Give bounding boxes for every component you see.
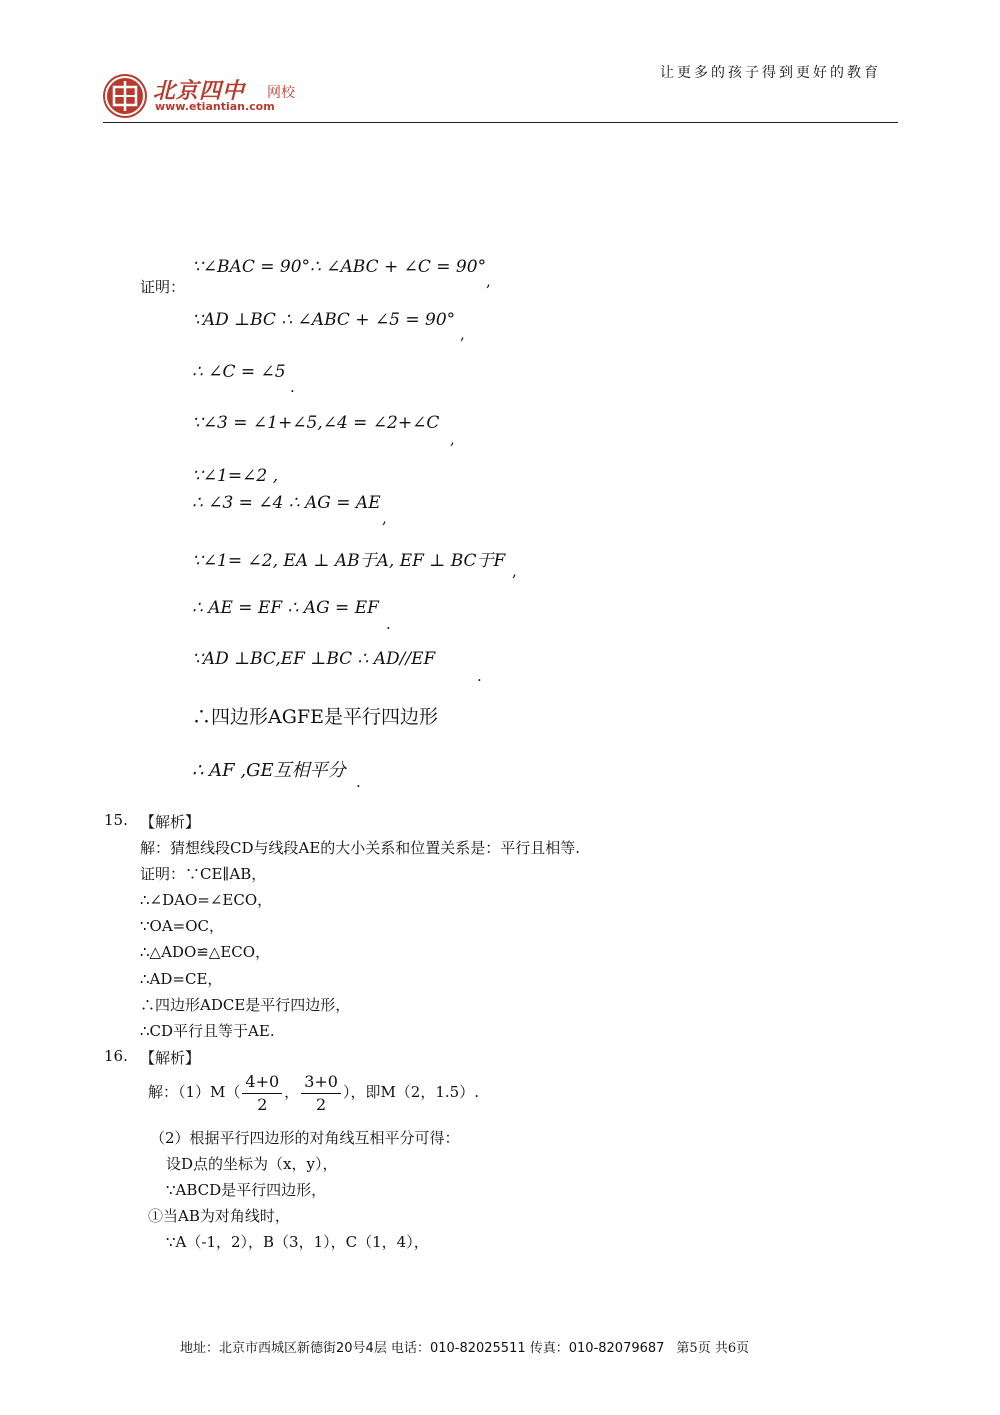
proof-line-8: ∴ AE = EF ∴ AG = EF bbox=[192, 598, 379, 618]
q16-solution-line-1 bbox=[148, 1070, 479, 1116]
header-divider bbox=[103, 122, 898, 123]
proof-line-7: ∵∠1= ∠2, EA ⊥ AB于A, EF ⊥ BC于F bbox=[192, 551, 506, 571]
q15-line-6: ∴AD=CE， bbox=[140, 970, 223, 988]
q16-line-3: 设D点的坐标为（x，y）， bbox=[166, 1155, 338, 1173]
q15-heading: 【解析】 bbox=[140, 813, 201, 831]
q16-line-5: ①当AB为对角线时， bbox=[148, 1207, 290, 1225]
page-footer bbox=[180, 1337, 749, 1356]
proof-line-9-tail: . bbox=[477, 667, 482, 685]
q16-line1-prefix: 解：（1）M（ bbox=[148, 1083, 241, 1101]
proof-line-11: ∴ AF ,GE互相平分 bbox=[192, 760, 346, 781]
proof-line-10: ∴四边形AGFE是平行四边形 bbox=[192, 706, 438, 728]
proof-line-7-tail: , bbox=[512, 562, 517, 580]
proof-label: 证明： bbox=[140, 278, 186, 296]
proof-line-9: ∵AD ⊥BC,EF ⊥BC ∴ AD//EF bbox=[192, 649, 436, 669]
proof-line-2: ∵AD ⊥BC ∴ ∠ABC + ∠5 = 90° bbox=[192, 310, 456, 330]
page-number: 第5页 共6页 bbox=[676, 1341, 750, 1356]
fraction-y-numerator: 3+0 bbox=[301, 1071, 341, 1094]
q16-number: 16. bbox=[104, 1047, 128, 1065]
fraction-x-denominator: 2 bbox=[257, 1094, 268, 1114]
slogan: 让更多的孩子得到更好的教育 bbox=[660, 65, 881, 81]
q15-line-7: ∴四边形ADCE是平行四边形， bbox=[140, 996, 351, 1014]
proof-line-5: ∵∠1=∠2 , bbox=[192, 466, 278, 486]
q16-heading: 【解析】 bbox=[140, 1049, 201, 1067]
fraction-x bbox=[242, 1071, 282, 1116]
proof-line-6-tail: , bbox=[382, 509, 387, 527]
fraction-y bbox=[301, 1071, 341, 1116]
q16-line1-suffix: ），即M（2，1.5）. bbox=[342, 1083, 479, 1101]
proof-line-1-tail: , bbox=[486, 272, 491, 290]
proof-line-11-tail: . bbox=[356, 773, 361, 791]
q16-line-6: ∵A（-1，2），B（3，1），C（1，4）， bbox=[166, 1233, 429, 1251]
q15-number: 15. bbox=[104, 811, 128, 829]
q16-line-4: ∵ABCD是平行四边形， bbox=[166, 1181, 327, 1199]
proof-line-3-tail: . bbox=[290, 378, 295, 396]
fraction-y-denominator: 2 bbox=[315, 1094, 327, 1114]
q15-line-5: ∴△ADO≌△ECO， bbox=[140, 943, 271, 961]
proof-line-2-tail: , bbox=[460, 325, 465, 343]
q15-line-4: ∵OA=OC， bbox=[140, 917, 225, 935]
logo-emblem-icon bbox=[103, 74, 147, 118]
footer-address: 地址：北京市西城区新德街20号4层 电话：010-82025511 传真：010-82079687 bbox=[180, 1341, 665, 1356]
logo-net-text: 网校 bbox=[267, 85, 295, 101]
q16-frac-separator: ， bbox=[284, 1083, 300, 1101]
q15-line-2: 证明：∵CE∥AB， bbox=[140, 865, 267, 883]
proof-line-6: ∴ ∠3 = ∠4 ∴ AG = AE bbox=[192, 493, 381, 513]
logo-url: www.etiantian.com bbox=[155, 100, 275, 113]
q15-line-8: ∴CD平行且等于AE. bbox=[140, 1022, 275, 1040]
proof-line-8-tail: . bbox=[386, 615, 391, 633]
proof-line-3: ∴ ∠C = ∠5 bbox=[192, 362, 286, 382]
q15-line-1: 解：猜想线段CD与线段AE的大小关系和位置关系是：平行且相等. bbox=[140, 839, 581, 857]
proof-line-4-tail: , bbox=[450, 430, 455, 448]
proof-line-1: ∵∠BAC = 90°∴ ∠ABC + ∠C = 90° bbox=[192, 257, 487, 277]
fraction-x-numerator: 4+0 bbox=[242, 1071, 282, 1094]
q15-line-3: ∴∠DAO=∠ECO， bbox=[140, 891, 273, 909]
logo-text: 北京四中 bbox=[153, 78, 246, 104]
proof-line-4: ∵∠3 = ∠1+∠5,∠4 = ∠2+∠C bbox=[192, 413, 440, 433]
q16-line-2: （2）根据平行四边形的对角线互相平分可得： bbox=[150, 1129, 460, 1147]
